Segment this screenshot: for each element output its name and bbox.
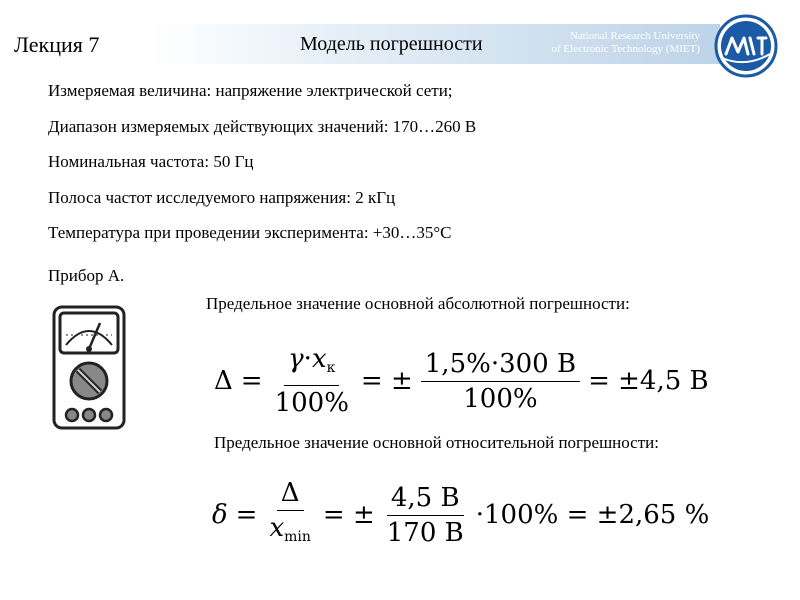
x-symbol: x (311, 344, 327, 374)
fraction-values (383, 483, 468, 548)
param-frequency: Номинальная частота: 50 Гц (48, 152, 254, 171)
delta-small-symbol: δ (212, 500, 228, 530)
param-bandwidth: Полоса частот исследуемого напряжения: 2 кГц (48, 188, 396, 207)
fraction-values (421, 349, 580, 414)
university-name (552, 30, 700, 56)
fraction-numerator: 1,5%·300 В (421, 349, 580, 382)
multimeter-icon (52, 305, 126, 430)
university-line-2: of Electronic Technology (MIET) (551, 43, 700, 55)
param-temperature: Температура при проведении эксперимента: +30…35°С (48, 223, 452, 242)
fraction-denominator: 100% (463, 383, 538, 414)
fraction-numerator: Δ (277, 478, 304, 511)
gamma-symbol: γ (288, 344, 304, 374)
relative-error-formula (208, 478, 713, 552)
absolute-result: = ±4,5 В (588, 366, 709, 396)
fraction-denominator: 100% (274, 388, 349, 418)
device-label: Прибор А. (48, 266, 125, 285)
multiply-dot: · (303, 344, 312, 374)
fraction-denominator: 170 В (386, 517, 464, 548)
subscript-k: к (326, 360, 336, 376)
fraction-numerator: 4,5 В (387, 483, 464, 516)
equals-plus-minus: = ± (322, 500, 375, 530)
slide-title: Модель погрешности (300, 33, 483, 55)
slide-header (0, 0, 800, 72)
delta-symbol: Δ (214, 366, 233, 396)
fraction-numerator (284, 344, 339, 386)
subscript-min: min (284, 529, 311, 545)
lecture-number: Лекция 7 (14, 32, 100, 57)
university-line-1: National Research University (569, 30, 700, 42)
absolute-error-caption: Предельное значение основной абсолютной погрешности: (206, 294, 630, 313)
equals-sign: = (240, 366, 263, 396)
fraction-delta-over-xmin (265, 478, 314, 552)
miet-logo-icon (714, 14, 778, 78)
fraction-gamma-over-100 (271, 344, 353, 418)
equals-plus-minus: = ± (360, 366, 413, 396)
param-measured-quantity: Измеряемая величина: напряжение электрической сети; (48, 81, 453, 100)
param-range: Диапазон измеряемых действующих значений: 170…260 В (48, 117, 477, 136)
fraction-denominator (265, 511, 314, 552)
relative-result: ·100% = ±2,65 % (475, 500, 710, 530)
relative-error-caption: Предельное значение основной относительной погрешности: (214, 433, 659, 452)
equals-sign: = (235, 500, 258, 530)
absolute-error-formula (210, 344, 713, 418)
x-symbol: x (269, 513, 285, 543)
